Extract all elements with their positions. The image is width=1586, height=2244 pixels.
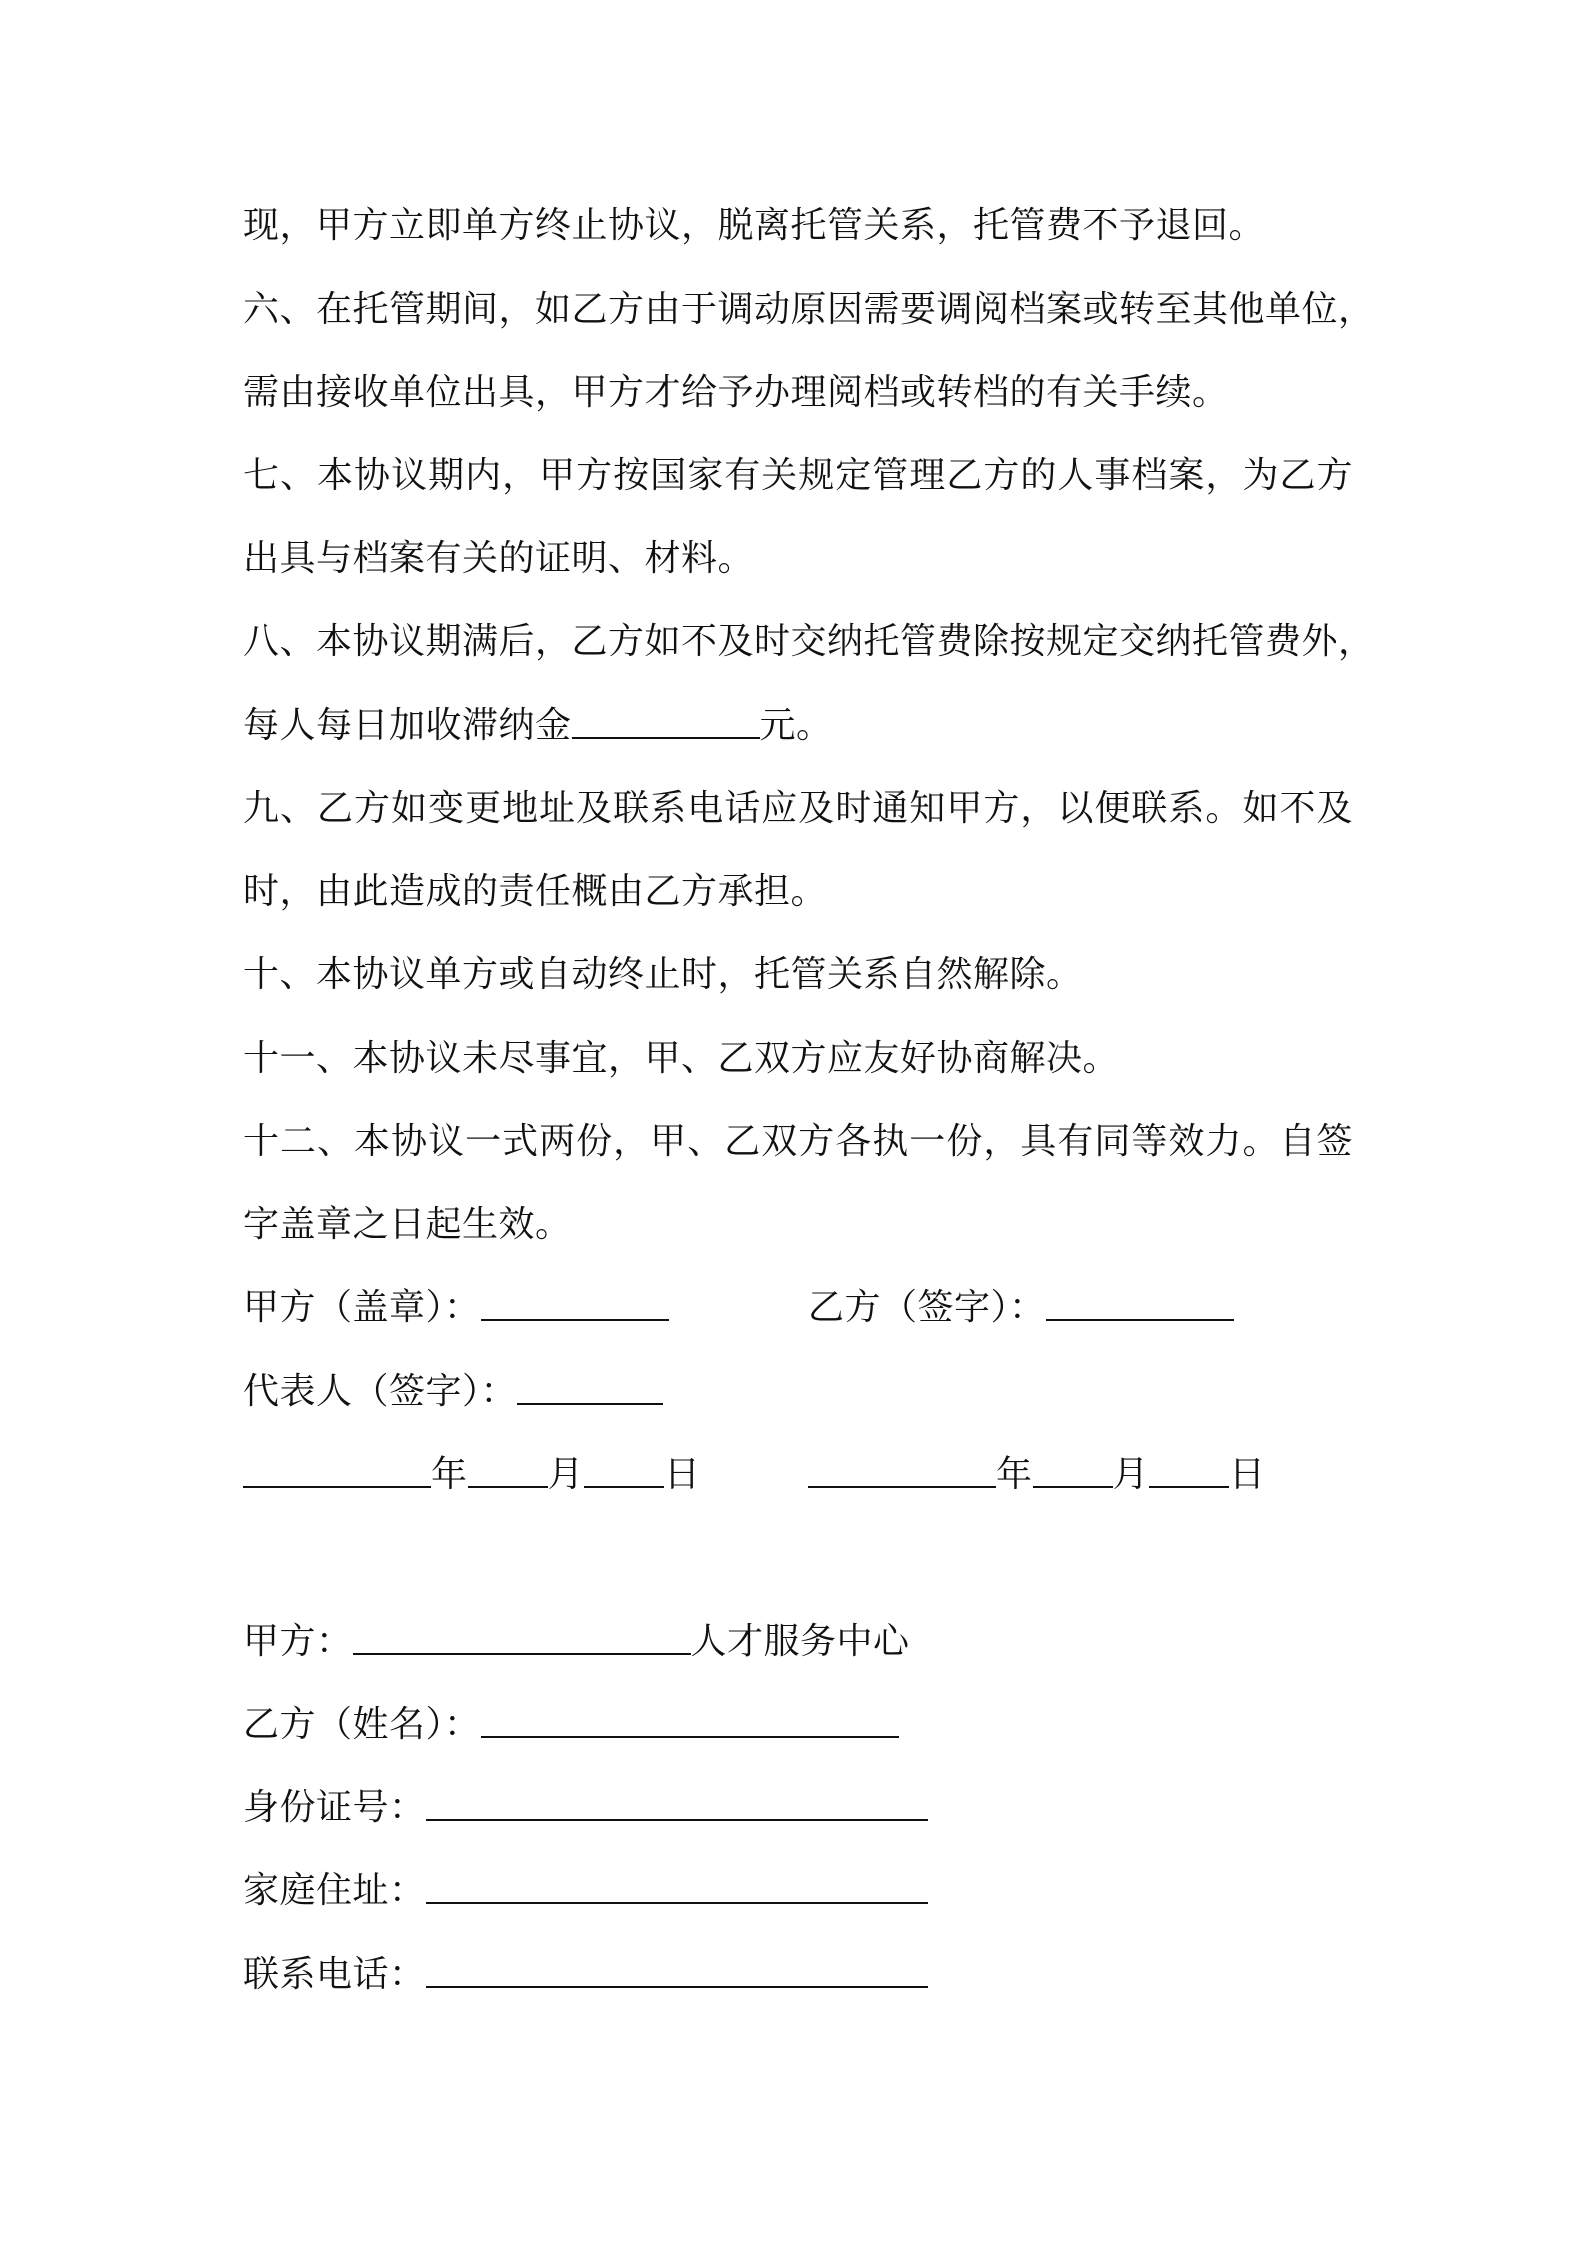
info-party-a-suffix: 人才服务中心 xyxy=(690,1621,910,1662)
paragraph-line-6: 八、本协议期满后，乙方如不及时交纳托管费除按规定交纳托管费外， xyxy=(243,621,1375,662)
paragraph-line-1: 现，甲方立即单方终止协议，脱离托管关系，托管费不予退回。 xyxy=(243,205,1266,246)
party-a-date-line xyxy=(243,1453,701,1497)
paragraph-line-3: 需由接收单位出具，甲方才给予办理阅档或转档的有关手续。 xyxy=(243,372,1229,413)
penalty-line xyxy=(243,704,833,748)
paragraph-line-11: 十、本协议单方或自动终止时，托管关系自然解除。 xyxy=(243,954,1083,995)
info-phone-label: 联系电话： xyxy=(243,1954,426,1995)
year-label: 年 xyxy=(431,1454,468,1495)
day-label: 日 xyxy=(1229,1454,1266,1495)
info-address-blank[interactable] xyxy=(426,1872,928,1904)
party-b-sign-blank[interactable] xyxy=(1046,1289,1234,1321)
info-phone-blank[interactable] xyxy=(426,1956,928,1988)
penalty-prefix: 每人每日加收滞纳金 xyxy=(243,705,572,746)
info-party-b-line xyxy=(243,1703,899,1747)
party-a-seal-blank[interactable] xyxy=(481,1289,669,1321)
party-b-year-blank[interactable] xyxy=(808,1456,996,1488)
paragraph-line-2: 六、在托管期间，如乙方由于调动原因需要调阅档案或转至其他单位， xyxy=(243,289,1375,330)
party-a-month-blank[interactable] xyxy=(468,1456,548,1488)
info-id-blank[interactable] xyxy=(426,1789,928,1821)
party-a-day-blank[interactable] xyxy=(584,1456,664,1488)
info-address-line xyxy=(243,1869,928,1913)
info-party-a-blank[interactable] xyxy=(353,1623,691,1655)
party-b-date-line xyxy=(808,1453,1266,1497)
representative-line xyxy=(243,1370,663,1414)
paragraph-line-4: 七、本协议期内，甲方按国家有关规定管理乙方的人事档案，为乙方 xyxy=(243,455,1353,496)
info-party-a-line xyxy=(243,1620,910,1664)
info-party-b-blank[interactable] xyxy=(481,1706,899,1738)
info-party-a-label: 甲方： xyxy=(243,1621,353,1662)
paragraph-line-5: 出具与档案有关的证明、材料。 xyxy=(243,538,755,579)
month-label: 月 xyxy=(1112,1454,1150,1495)
party-b-month-blank[interactable] xyxy=(1033,1456,1113,1488)
party-b-sign-line xyxy=(808,1286,1234,1330)
info-address-label: 家庭住址： xyxy=(243,1870,426,1911)
party-a-seal-line xyxy=(243,1286,669,1330)
year-label: 年 xyxy=(996,1454,1033,1495)
info-phone-line xyxy=(243,1953,928,1997)
party-a-year-blank[interactable] xyxy=(243,1456,431,1488)
penalty-amount-blank[interactable] xyxy=(572,707,760,739)
penalty-suffix: 元。 xyxy=(759,705,833,746)
party-a-seal-label: 甲方（盖章）： xyxy=(243,1287,481,1328)
info-id-line xyxy=(243,1786,928,1830)
paragraph-line-10: 时，由此造成的责任概由乙方承担。 xyxy=(243,871,828,912)
month-label: 月 xyxy=(547,1454,585,1495)
paragraph-line-12: 十一、本协议未尽事宜，甲、乙双方应友好协商解决。 xyxy=(243,1038,1120,1079)
info-id-label: 身份证号： xyxy=(243,1787,426,1828)
representative-blank[interactable] xyxy=(517,1373,663,1405)
party-b-sign-label: 乙方（签字）： xyxy=(808,1287,1046,1328)
day-label: 日 xyxy=(664,1454,701,1495)
paragraph-line-13: 十二、本协议一式两份，甲、乙双方各执一份，具有同等效力。自签 xyxy=(243,1121,1353,1162)
representative-label: 代表人（签字）： xyxy=(243,1371,518,1412)
info-party-b-label: 乙方（姓名）： xyxy=(243,1704,481,1745)
party-b-day-blank[interactable] xyxy=(1149,1456,1229,1488)
paragraph-line-9: 九、乙方如变更地址及联系电话应及时通知甲方，以便联系。如不及 xyxy=(243,788,1353,829)
paragraph-line-14: 字盖章之日起生效。 xyxy=(243,1204,572,1245)
